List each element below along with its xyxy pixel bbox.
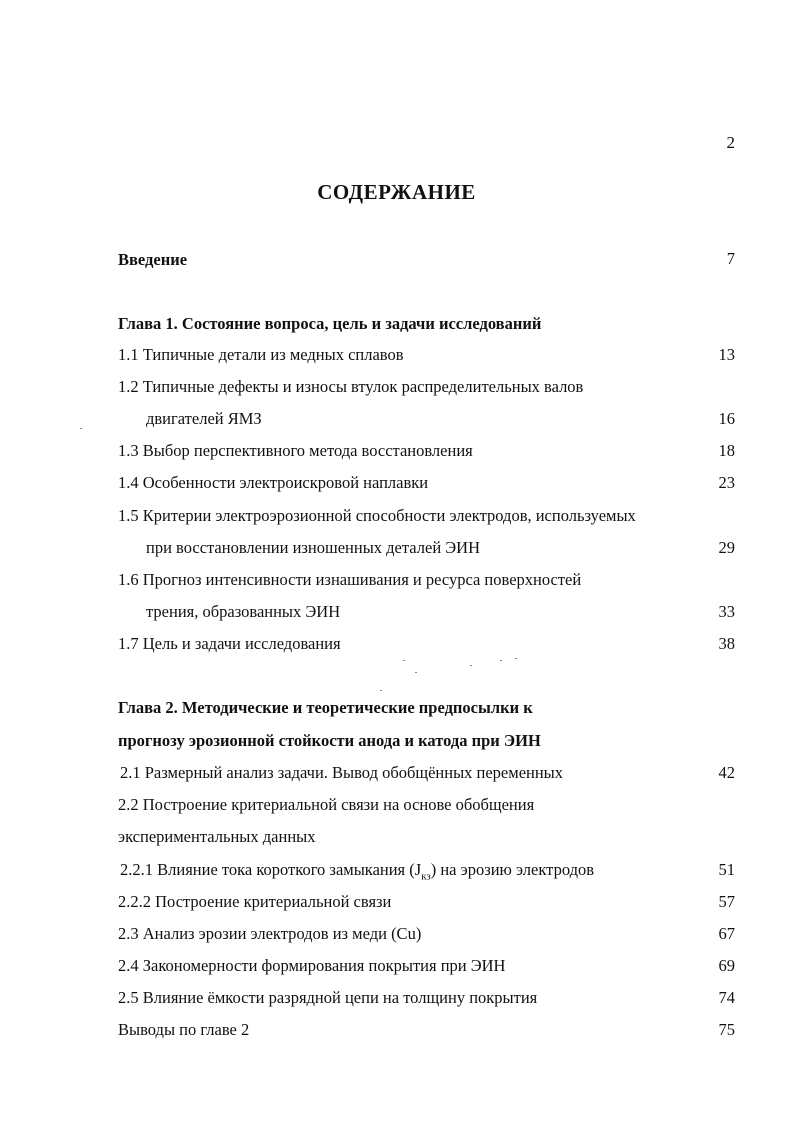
toc-item-1-3: 1.3 Выбор перспективного метода восстановления bbox=[118, 441, 473, 460]
toc-item-2-1: 2.1 Размерный анализ задачи. Вывод обобщённых переменных bbox=[120, 763, 564, 782]
toc-item-1-5-cont: при восстановлении изношенных деталей ЭИН bbox=[146, 538, 480, 557]
scan-speck bbox=[500, 660, 502, 661]
page-title: СОДЕРЖАНИЕ bbox=[317, 180, 476, 204]
toc-intro-page: 7 bbox=[726, 249, 735, 268]
toc-page-2-2-2: 57 bbox=[718, 892, 735, 911]
toc-page-1-6: 33 bbox=[718, 602, 735, 621]
toc-intro-label: Введение bbox=[118, 250, 188, 269]
scan-speck bbox=[80, 428, 82, 429]
scan-speck bbox=[403, 660, 405, 661]
toc-page-2-5: 74 bbox=[718, 988, 735, 1007]
toc-page-1-2: 16 bbox=[718, 409, 735, 428]
toc-item-2-2-1-sub: кз bbox=[421, 870, 431, 883]
toc-page-1-1: 13 bbox=[718, 345, 735, 364]
toc-item-2-2-1-pre: 2.2.1 Влияние тока короткого замыкания (J bbox=[120, 860, 422, 879]
toc-page-2-1: 42 bbox=[718, 763, 735, 782]
toc-item-1-7: 1.7 Цель и задачи исследования bbox=[118, 634, 341, 653]
toc-item-2-2-1 bbox=[120, 860, 594, 886]
toc-page-1-3: 18 bbox=[718, 441, 735, 460]
toc-item-1-5: 1.5 Критерии электроэрозионной способности электродов, используемых bbox=[118, 506, 636, 525]
chapter-2-heading-cont: прогнозу эрозионной стойкости анода и катода при ЭИН bbox=[118, 731, 541, 750]
scan-speck bbox=[470, 665, 472, 666]
toc-page-2-4: 69 bbox=[718, 956, 735, 975]
toc-page-2-2-1: 51 bbox=[718, 860, 735, 879]
toc-page-1-7: 38 bbox=[718, 634, 735, 653]
toc-item-1-2-cont: двигателей ЯМЗ bbox=[146, 409, 262, 428]
toc-item-2-2-cont: экспериментальных данных bbox=[118, 827, 316, 846]
toc-item-2-5: 2.5 Влияние ёмкости разрядной цепи на толщину покрытия bbox=[118, 988, 538, 1007]
scan-speck bbox=[515, 658, 517, 659]
toc-item-1-4: 1.4 Особенности электроискровой наплавки bbox=[118, 473, 429, 492]
toc-item-2-3: 2.3 Анализ эрозии электродов из меди (Cu) bbox=[118, 924, 422, 943]
toc-item-1-6: 1.6 Прогноз интенсивности изнашивания и ресурса поверхностей bbox=[118, 570, 582, 589]
toc-page-2-3: 67 bbox=[718, 924, 735, 943]
page-number: 2 bbox=[726, 133, 735, 152]
scan-speck bbox=[380, 690, 382, 691]
scan-speck bbox=[415, 672, 417, 673]
chapter-1-heading: Глава 1. Состояние вопроса, цель и задачи исследований bbox=[118, 314, 542, 333]
toc-page-1-5: 29 bbox=[718, 538, 735, 557]
toc-item-1-6-cont: трения, образованных ЭИН bbox=[146, 602, 341, 621]
toc-page-1-4: 23 bbox=[718, 473, 735, 492]
toc-item-1-1: 1.1 Типичные детали из медных сплавов bbox=[118, 345, 404, 364]
toc-item-1-2: 1.2 Типичные дефекты и износы втулок распределительных валов bbox=[118, 377, 584, 396]
toc-item-2-2: 2.2 Построение критериальной связи на основе обобщения bbox=[118, 795, 535, 814]
toc-item-2-4: 2.4 Закономерности формирования покрытия при ЭИН bbox=[118, 956, 506, 975]
toc-item-2-2-1-post: ) на эрозию электродов bbox=[430, 860, 595, 879]
chapter-2-heading: Глава 2. Методические и теоретические предпосылки к bbox=[118, 698, 533, 717]
toc-page-conclusions-2: 75 bbox=[718, 1020, 735, 1039]
toc-item-2-2-2: 2.2.2 Построение критериальной связи bbox=[118, 892, 392, 911]
toc-item-conclusions-2: Выводы по главе 2 bbox=[118, 1020, 250, 1039]
